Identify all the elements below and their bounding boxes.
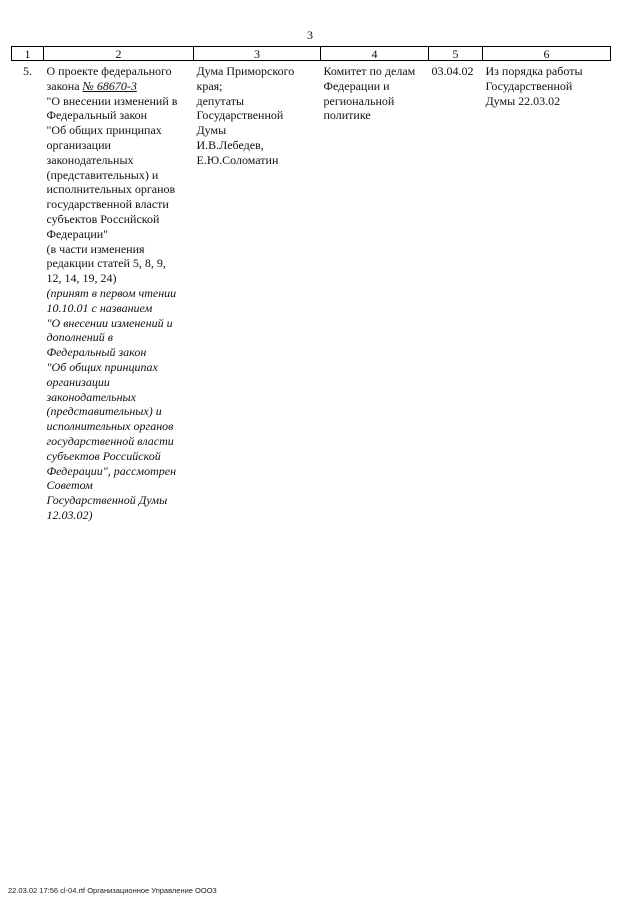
status-note-line: Государственной Думы	[46, 493, 168, 508]
description-text: закона	[46, 78, 83, 93]
table-row	[12, 61, 611, 523]
committee-line: региональной	[323, 93, 395, 108]
initiators	[194, 61, 321, 523]
bill-description	[44, 61, 194, 523]
column-header-3: 3	[194, 47, 321, 61]
status-note-line: (принят в первом чтении	[46, 285, 177, 300]
column-header-4: 4	[321, 47, 429, 61]
row-number: 5.	[23, 64, 32, 78]
description-line: государственной власти	[46, 197, 169, 212]
bill-number: № 68670-3	[82, 78, 137, 93]
description-line: "О внесении изменений в	[46, 93, 178, 108]
initiator-line: Е.Ю.Соломатин	[196, 152, 279, 167]
status-note-line: 10.10.01 с названием	[46, 300, 153, 315]
note-line: Думы 22.03.02	[485, 93, 561, 108]
status-note-line: "Об общих принципах	[46, 359, 158, 374]
review-date: 03.04.02	[431, 64, 474, 78]
initiator-line: депутаты	[196, 93, 245, 108]
description-line: О проекте федерального	[46, 64, 172, 78]
initiator-line: Государственной	[196, 108, 284, 123]
description-line: (в части изменения	[46, 241, 145, 256]
column-header-6: 6	[483, 47, 611, 61]
status-note-line: законодательных	[46, 389, 136, 404]
page-number: 3	[307, 28, 313, 42]
initiator-line: края;	[196, 78, 223, 93]
committee-line: Федерации и	[323, 78, 390, 93]
status-note-line: Советом	[46, 478, 93, 493]
initiator-line: И.В.Лебедев,	[196, 137, 264, 152]
initiator-line: Дума Приморского	[196, 64, 295, 78]
responsible-committee	[321, 61, 429, 523]
description-line: организации	[46, 137, 111, 152]
description-line	[47, 79, 191, 94]
status-note-line: субъектов Российской	[46, 448, 161, 463]
status-note-line: Федеральный закон	[46, 345, 147, 360]
description-line: редакции статей 5, 8, 9,	[46, 256, 166, 271]
header-row	[12, 47, 611, 61]
description-line: законодательных	[46, 152, 134, 167]
description-line: 12, 14, 19, 24)	[46, 271, 117, 286]
status-note-line: исполнительных органов	[46, 419, 174, 434]
column-header-2: 2	[44, 47, 194, 61]
initiator-line: Думы	[196, 123, 227, 138]
committee-line: Комитет по делам	[323, 64, 416, 78]
committee-line: политике	[323, 108, 371, 123]
document-footer: 22.03.02 17:56 cl-04.rtf Организационное Управление ООО3	[8, 886, 217, 895]
column-header-5: 5	[429, 47, 483, 61]
status-note-line: организации	[46, 374, 110, 389]
description-line: Федеральный закон	[46, 108, 148, 123]
status-note-line: 12.03.02)	[46, 507, 93, 522]
description-line: (представительных) и	[46, 167, 159, 182]
status-note-line: (представительных) и	[46, 404, 162, 419]
description-line: субъектов Российской	[46, 211, 160, 226]
description-line: Федерации"	[46, 226, 109, 241]
description-line: исполнительных органов	[46, 182, 176, 197]
status-note-line: государственной власти	[46, 433, 174, 448]
note-line: Государственной	[485, 78, 573, 93]
column-header-1: 1	[12, 47, 44, 61]
note-line: Из порядка работы	[485, 64, 583, 78]
description-line: "Об общих принципах	[46, 123, 162, 138]
agenda-table	[11, 46, 611, 523]
status-note-line: "О внесении изменений и	[46, 315, 173, 330]
status-note-line: дополнений в	[46, 330, 113, 345]
status-note-line: Федерации", рассмотрен	[46, 463, 177, 478]
notes	[483, 61, 611, 523]
